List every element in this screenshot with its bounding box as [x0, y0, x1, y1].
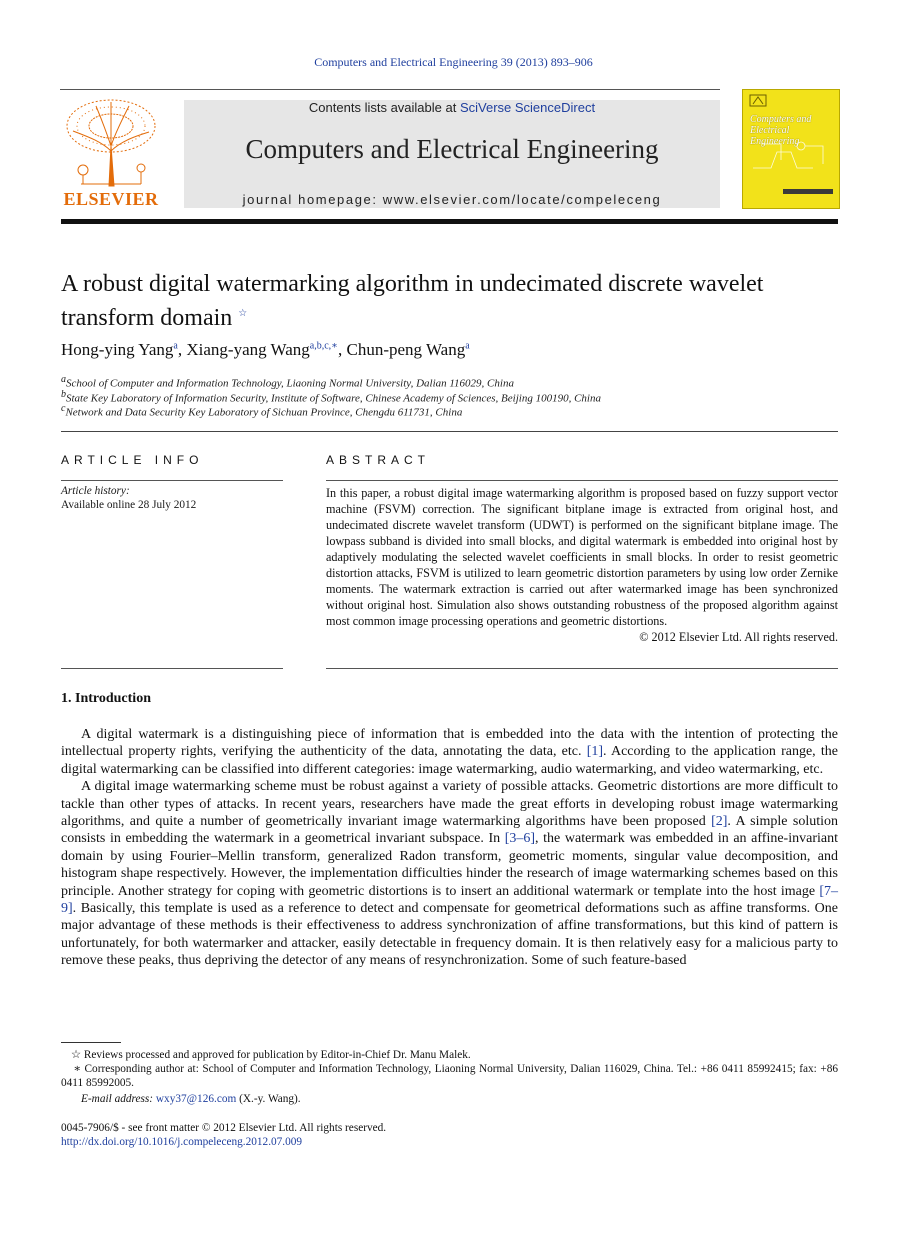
cover-title-line-2: Electrical Engineering: [750, 125, 800, 147]
article-info-rule: [61, 480, 283, 481]
citation-link[interactable]: [2]: [711, 814, 728, 830]
doi-link[interactable]: http://dx.doi.org/10.1016/j.compeleceng.2012.07.009: [61, 1136, 303, 1148]
citation-link[interactable]: [7–9]: [61, 883, 838, 917]
paragraph-text: . According to the application range, the digital watermarking can be classified into different categories: image watermarking, audio watermarking, and video watermarking, etc.: [61, 744, 838, 777]
author-affiliation-mark[interactable]: a: [465, 340, 470, 352]
article-history-value: Available online 28 July 2012: [61, 499, 197, 511]
email-suffix: (X.-y. Wang).: [236, 1093, 301, 1105]
footnote-email: [61, 1092, 838, 1106]
affiliation-mark: a: [61, 374, 66, 385]
article-info-bottom-rule: [61, 668, 283, 669]
paragraph-text: , the watermark was embedded in an affine-invariant domain by using Fourier–Mellin transform, generalized Radon transform, geometric moments, singular value decomposition, and histogram shape respectively. However, the implementation difficulties hinder the research of image watermarking schemes based on this principle. Another strategy for coping with geometric distortions is to insert an additional watermark or template into the host image: [61, 831, 838, 899]
cover-circuit-graphic: [751, 138, 831, 178]
contents-line: [184, 100, 720, 115]
affiliation-mark: b: [61, 389, 66, 400]
footnote-text: Corresponding author at: School of Computer and Information Technology, Liaoning Normal University, Dalian 116029, China. Tel.: +86 0411 85992415; fax: +86 0411 85992005.: [61, 1063, 839, 1089]
article-title-text: A robust digital watermarking algorithm in undecimated discrete wavelet transform domain: [61, 271, 764, 331]
affiliation-text: School of Computer and Information Technology, Liaoning Normal University, Dalian 116029, China: [66, 377, 514, 390]
footnote-corresponding: [61, 1062, 838, 1090]
abstract-bottom-rule: [326, 668, 838, 669]
cover-logo-icon: [749, 94, 769, 108]
cover-footer-bar: [783, 189, 833, 194]
paragraph-text: . Basically, this template is used as a reference to detect and compensate for geometrical deformations such as affine transforms. One major advantage of these methods is their effectiveness to address synchronization of affine transformations, but this kind of pattern is unfortunately, for both watermarker and attacker, easily detectable in frequency domain. It is then relatively easy for a malicious party to remove these peaks, thus depriving the detector of any means of resynchronization. Some of such feature-based: [61, 901, 838, 969]
footnote-mark: ∗: [73, 1063, 81, 1075]
title-footnote-mark[interactable]: ☆: [238, 308, 248, 319]
author-separator: ,: [177, 340, 187, 359]
header-rule: [60, 89, 720, 90]
author-separator: ,: [337, 340, 347, 359]
citation-link[interactable]: [3–6]: [504, 831, 536, 847]
issn-line: 0045-7906/$ - see front matter © 2012 Elsevier Ltd. All rights reserved.: [61, 1122, 387, 1134]
elsevier-tree-icon: [61, 96, 161, 188]
journal-cover-thumbnail[interactable]: [742, 89, 840, 209]
elsevier-wordmark: ELSEVIER: [63, 189, 159, 209]
elsevier-logo[interactable]: [61, 96, 161, 210]
section-heading-introduction: 1. Introduction: [61, 691, 151, 706]
affiliation-mark: c: [61, 403, 66, 414]
paragraph: [61, 726, 838, 778]
affiliation-text: Network and Data Security Key Laboratory of Sichuan Province, Chengdu 611731, China: [65, 406, 463, 419]
abstract-body: [326, 485, 838, 645]
article-history-label: Article history:: [61, 485, 130, 497]
author-name[interactable]: Xiang-yang Wang: [186, 340, 310, 359]
paragraph-text: . A simple solution consists in embedding the watermark in a geometrical invariant subspace. In: [61, 814, 838, 847]
author-affiliation-mark[interactable]: a: [173, 340, 178, 352]
abstract-rule: [326, 480, 838, 481]
sciencedirect-link[interactable]: SciVerse ScienceDirect: [459, 100, 596, 115]
affiliation-text: State Key Laboratory of Information Security, Institute of Software, Chinese Academy of Sciences, Beijing 100190, China: [66, 392, 601, 405]
introduction-body: [61, 726, 838, 970]
email-link[interactable]: wxy37@126.com: [155, 1093, 237, 1105]
footnote-text: Reviews processed and approved for publication by Editor-in-Chief Dr. Manu Malek.: [83, 1049, 471, 1061]
header-thick-rule: [61, 219, 838, 224]
journal-reference-link[interactable]: Computers and Electrical Engineering 39 (2013) 893–906: [314, 55, 593, 69]
author-name[interactable]: Chun-peng Wang: [346, 340, 466, 359]
author-affiliation-mark[interactable]: a,b,c,∗: [309, 340, 338, 352]
article-info-heading: ARTICLE INFO: [61, 453, 204, 467]
abstract-heading: ABSTRACT: [326, 453, 431, 467]
cover-title-line-1: Computers and: [750, 114, 812, 125]
article-title: [61, 270, 841, 333]
affiliation: [61, 374, 841, 390]
footnote-rule: [61, 1042, 121, 1043]
paragraph-text: A digital image watermarking scheme must be robust against a variety of possible attacks. Geometric distortions are more difficult to tackle than other types of attacks. In recent years, researchers have made the great efforts in developing robust image watermarking algorithms, and quite a number of geometrically invariant image watermarking algorithms have been proposed: [61, 779, 838, 830]
author-name[interactable]: Hong-ying Yang: [61, 340, 174, 359]
journal-title[interactable]: Computers and Electrical Engineering: [245, 134, 659, 164]
footnote-mark: ☆: [70, 1049, 81, 1061]
affiliation-rule: [61, 431, 838, 432]
footnote-star: [61, 1048, 838, 1062]
abstract-copyright: © 2012 Elsevier Ltd. All rights reserved.: [639, 630, 838, 644]
citation-link[interactable]: [1]: [586, 744, 604, 760]
journal-banner: [184, 100, 720, 208]
paragraph: [61, 778, 838, 969]
affiliation: [61, 403, 841, 419]
author-list: [61, 340, 841, 360]
email-label: E-mail address:: [81, 1093, 154, 1105]
abstract-text: In this paper, a robust digital image watermarking algorithm is proposed based on fuzzy support vector machine (FSVM) correction. The significant bitplane image is extracted from original host, and undecimated discrete wavelet transform (UDWT) is performed on the significant bitplane image. The lowpass subband is divided into small blocks, and digital watermark is embedded into original host by adaptively modulating the selected wavelet coefficients in small blocks. In order to resist geometric distortion attacks, FSVM is utilized to learn geometric distortion parameters by using low order Zernike moments. The watermark extraction is carried out after watermarked image has been synchronized without original host. Simulation also shows outstanding robustness of the proposed algorithm against most common image processing operations and geometric distortions.: [326, 486, 838, 628]
journal-homepage[interactable]: journal homepage: www.elsevier.com/locate/compeleceng: [242, 192, 662, 207]
paragraph-text: A digital watermark is a distinguishing piece of information that is embedded into the data with the intention of protecting the intellectual property rights, verifying the authenticity of the data, annotating the data, etc.: [61, 727, 838, 760]
contents-prefix: Contents lists available at: [308, 100, 460, 115]
